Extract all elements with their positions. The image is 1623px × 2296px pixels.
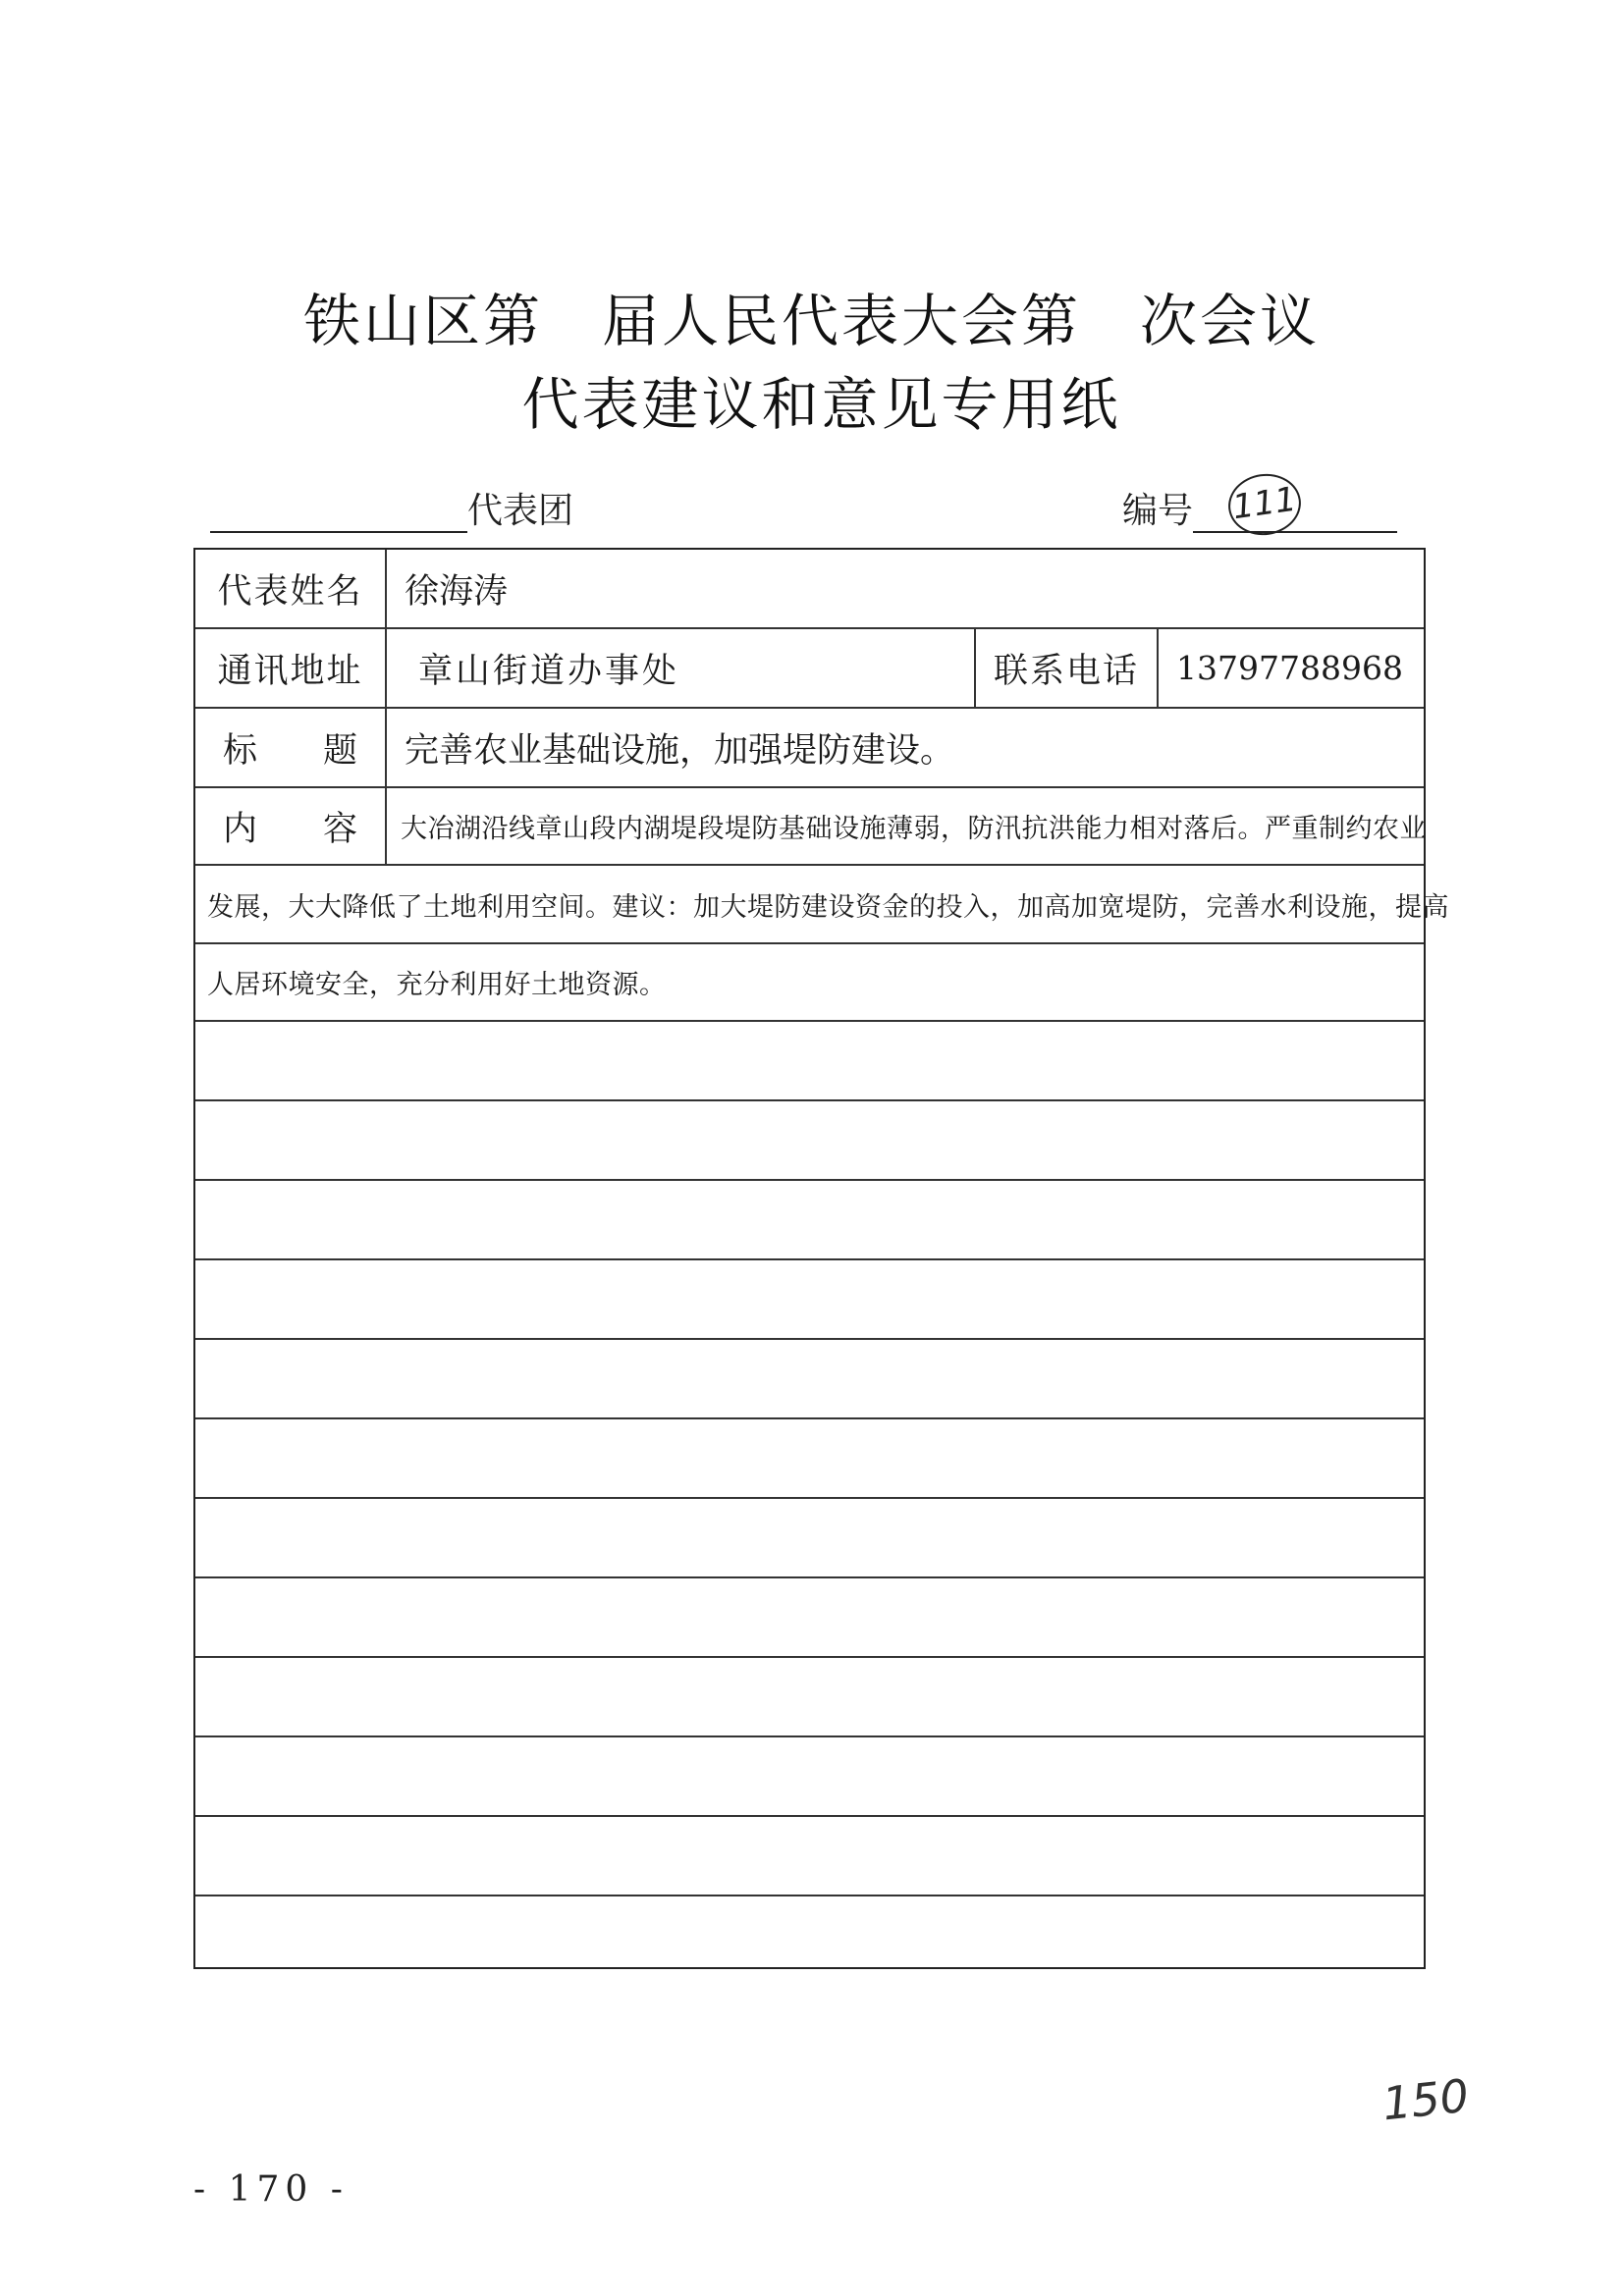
document-subtitle: 代表建议和意见专用纸 xyxy=(521,371,1121,438)
delegation-field xyxy=(210,483,573,533)
blank-line-row xyxy=(195,1181,1424,1260)
title-part-1: 铁山区第 xyxy=(302,288,543,354)
serial-label: 编号 xyxy=(1122,491,1194,531)
content-label-char-1: 内 xyxy=(223,809,258,849)
blank-line-row xyxy=(195,1101,1424,1181)
content-label xyxy=(195,788,387,864)
blank-line-row xyxy=(195,1419,1424,1499)
delegation-blank xyxy=(210,492,467,533)
blank-line-row xyxy=(195,1896,1424,1967)
document-title xyxy=(0,275,1623,357)
blank-line-row xyxy=(195,1499,1424,1578)
address-value: 章山街道办事处 xyxy=(387,629,976,707)
phone-value: 13797788968 xyxy=(1176,649,1403,687)
content-line-2: 发展，大大降低了土地利用空间。建议：加大堤防建设资金的投入，加高加宽堤防，完善水利设施，提高 xyxy=(207,891,1449,923)
subject-label xyxy=(195,709,387,786)
blank-line-row xyxy=(195,1260,1424,1340)
blank-line-row xyxy=(195,1658,1424,1737)
subject-value: 完善农业基础设施，加强堤防建设。 xyxy=(405,730,955,771)
blank-line-row xyxy=(195,1022,1424,1101)
blank-line-row xyxy=(195,1340,1424,1419)
subject-label-char-2: 题 xyxy=(322,730,357,771)
handwritten-mark: 150 xyxy=(1380,2068,1472,2131)
page-number: - 170 - xyxy=(193,2169,349,2210)
name-value: 徐海涛 xyxy=(405,571,509,612)
content-label-char-2: 容 xyxy=(322,809,357,849)
suggestion-form xyxy=(193,548,1449,1969)
blank-line-row xyxy=(195,1737,1424,1817)
serial-value: 111 xyxy=(1224,469,1305,540)
name-label: 代表姓名 xyxy=(195,550,387,627)
subject-label-char-1: 标 xyxy=(223,730,258,771)
content-line-row xyxy=(195,944,1424,1022)
name-row xyxy=(195,550,1424,629)
delegation-suffix: 代表团 xyxy=(467,491,574,531)
phone-label: 联系电话 xyxy=(976,629,1159,707)
title-part-2: 届人民代表大会第 xyxy=(601,288,1081,354)
content-line-3: 人居环境安全，充分利用好土地资源。 xyxy=(207,970,667,1000)
content-line-1: 大冶湖沿线章山段内湖堤段堤防基础设施薄弱，防汛抗洪能力相对落后。严重制约农业 xyxy=(401,814,1427,844)
serial-blank xyxy=(1193,479,1397,533)
address-label: 通讯地址 xyxy=(195,629,387,707)
address-row xyxy=(195,629,1424,709)
subject-row xyxy=(195,709,1424,788)
serial-field xyxy=(1122,479,1397,533)
title-part-3: 次会议 xyxy=(1140,288,1321,354)
content-line-row xyxy=(195,866,1449,944)
blank-line-row xyxy=(195,1578,1424,1658)
content-row xyxy=(195,788,1427,866)
blank-line-row xyxy=(195,1817,1424,1896)
